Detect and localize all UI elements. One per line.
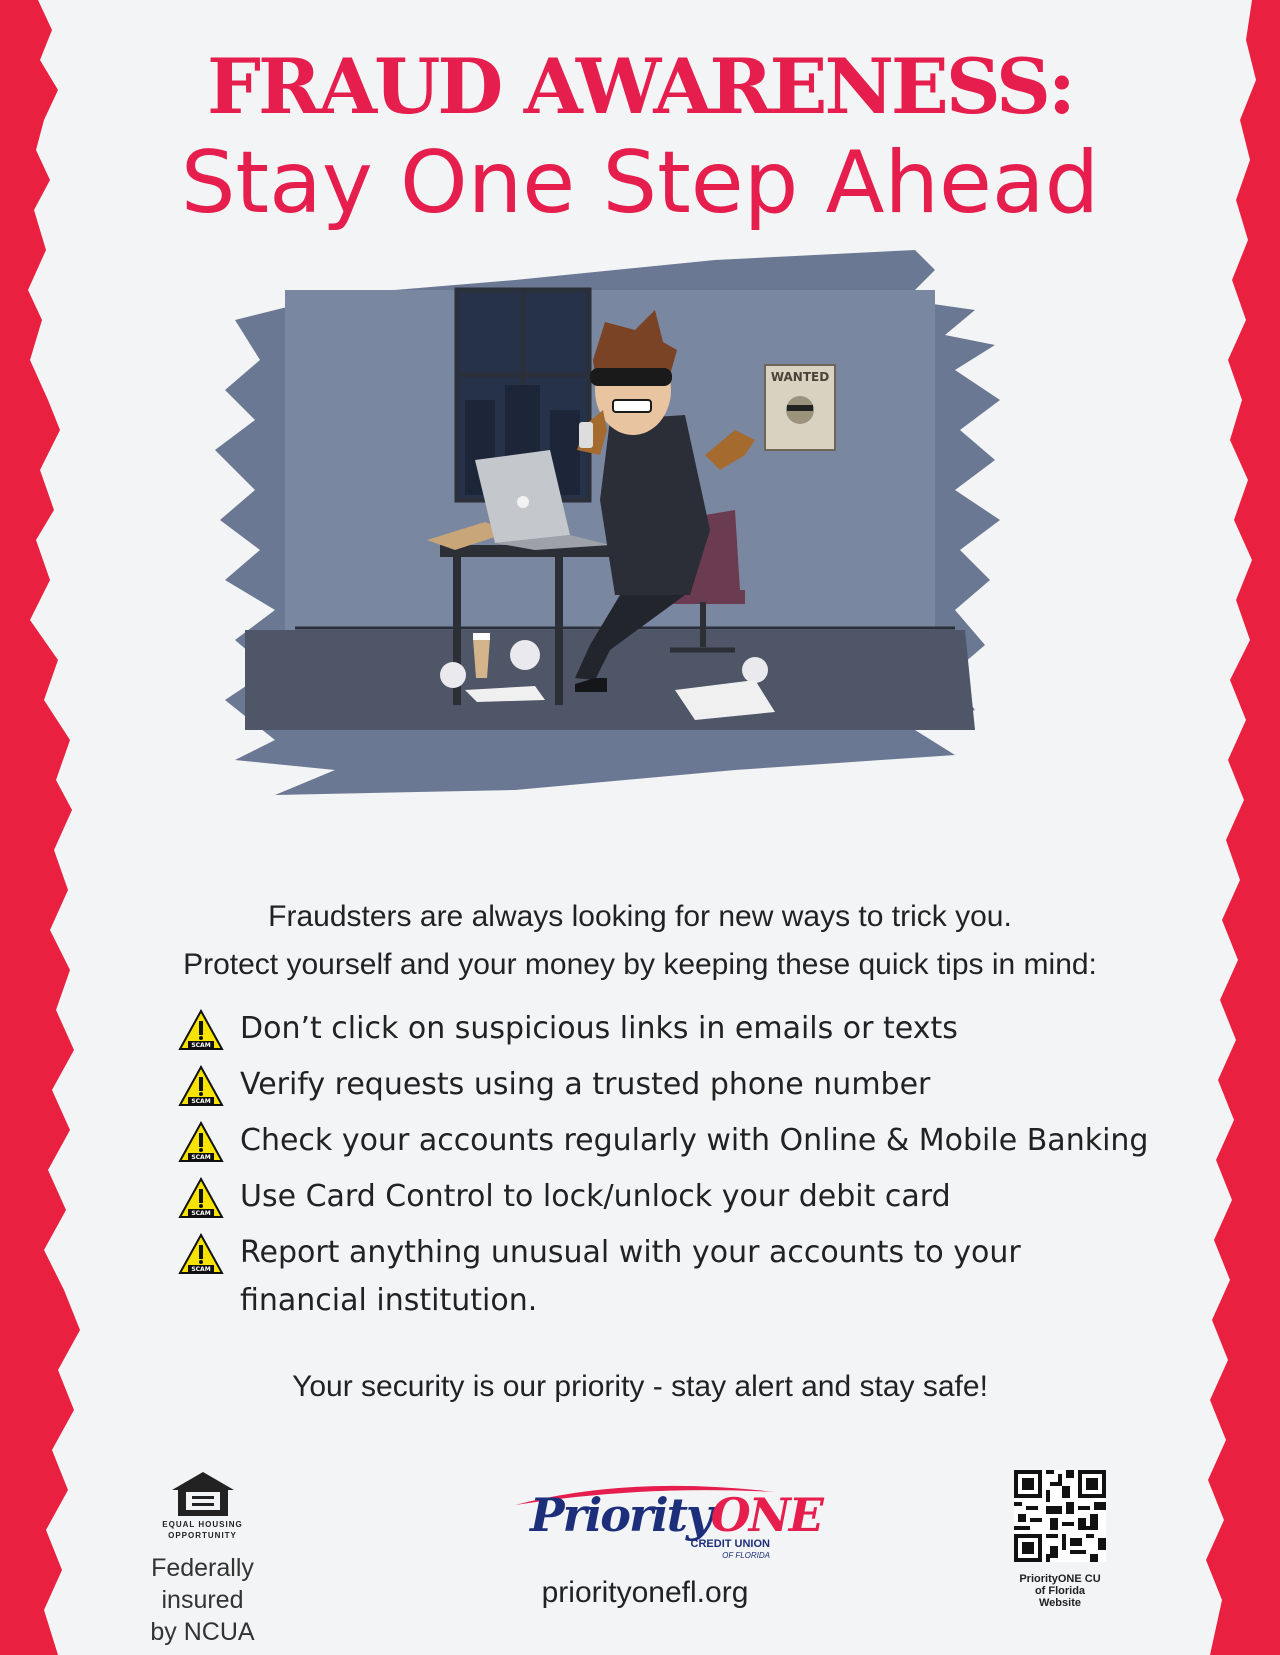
logo-wordmark: PriorityONE xyxy=(530,1488,822,1542)
equal-housing-text-2: OPPORTUNITY xyxy=(168,1531,237,1540)
svg-text:SCAM: SCAM xyxy=(191,1210,211,1217)
footer-compliance xyxy=(110,1470,295,1648)
list-item xyxy=(178,1117,1198,1165)
ncua-notice: Federally insured by NCUA xyxy=(150,1554,255,1646)
website-link[interactable]: priorityonefl.org xyxy=(541,1576,749,1609)
tip-text: Verify requests using a trusted phone number xyxy=(240,1067,931,1102)
logo-subtext: CREDIT UNION OF FLORIDA xyxy=(690,1538,770,1560)
tip-text: Report anything unusual with your accounts to your financial institution. xyxy=(240,1235,1021,1318)
intro-text xyxy=(0,893,1280,989)
closing-message: Your security is our priority - stay alert and stay safe! xyxy=(292,1370,988,1403)
tips-list xyxy=(178,1005,1198,1333)
scam-warning-icon xyxy=(178,1177,224,1219)
list-item xyxy=(178,1173,1198,1221)
equal-housing-text-1: EQUAL HOUSING xyxy=(162,1520,243,1529)
qr-code-icon[interactable] xyxy=(1014,1470,1106,1562)
intro-line-1: Fraudsters are always looking for new ways to trick you. xyxy=(268,900,1012,933)
priorityone-logo xyxy=(500,1480,822,1570)
wanted-poster-label: WANTED xyxy=(770,370,830,384)
tip-text: Don’t click on suspicious links in emails or texts xyxy=(240,1011,958,1046)
intro-line-2: Protect yourself and your money by keeping these quick tips in mind: xyxy=(183,948,1097,981)
qr-caption: PriorityONE CU of Florida Website xyxy=(1019,1573,1101,1609)
torn-edge-right xyxy=(1170,0,1280,1655)
list-item xyxy=(178,1229,1198,1325)
svg-text:SCAM: SCAM xyxy=(191,1154,211,1161)
page-subtitle: Stay One Step Ahead xyxy=(180,133,1100,233)
svg-text:SCAM: SCAM xyxy=(191,1042,211,1049)
scam-warning-icon xyxy=(178,1009,224,1051)
tip-text: Check your accounts regularly with Online & Mobile Banking xyxy=(240,1123,1149,1158)
scam-warning-icon xyxy=(178,1065,224,1107)
torn-edge-left xyxy=(0,0,110,1655)
svg-text:SCAM: SCAM xyxy=(191,1098,211,1105)
tip-text: Use Card Control to lock/unlock your debit card xyxy=(240,1179,951,1214)
equal-housing-icon xyxy=(168,1470,238,1518)
scam-warning-icon xyxy=(178,1121,224,1163)
footer-qr xyxy=(1010,1470,1110,1609)
list-item xyxy=(178,1061,1198,1109)
list-item xyxy=(178,1005,1198,1053)
scam-warning-icon xyxy=(178,1233,224,1275)
page-title: FRAUD AWARENESS: xyxy=(206,42,1073,131)
fraudster-illustration xyxy=(215,250,1005,840)
footer-brand xyxy=(500,1480,822,1610)
svg-text:SCAM: SCAM xyxy=(191,1266,211,1273)
